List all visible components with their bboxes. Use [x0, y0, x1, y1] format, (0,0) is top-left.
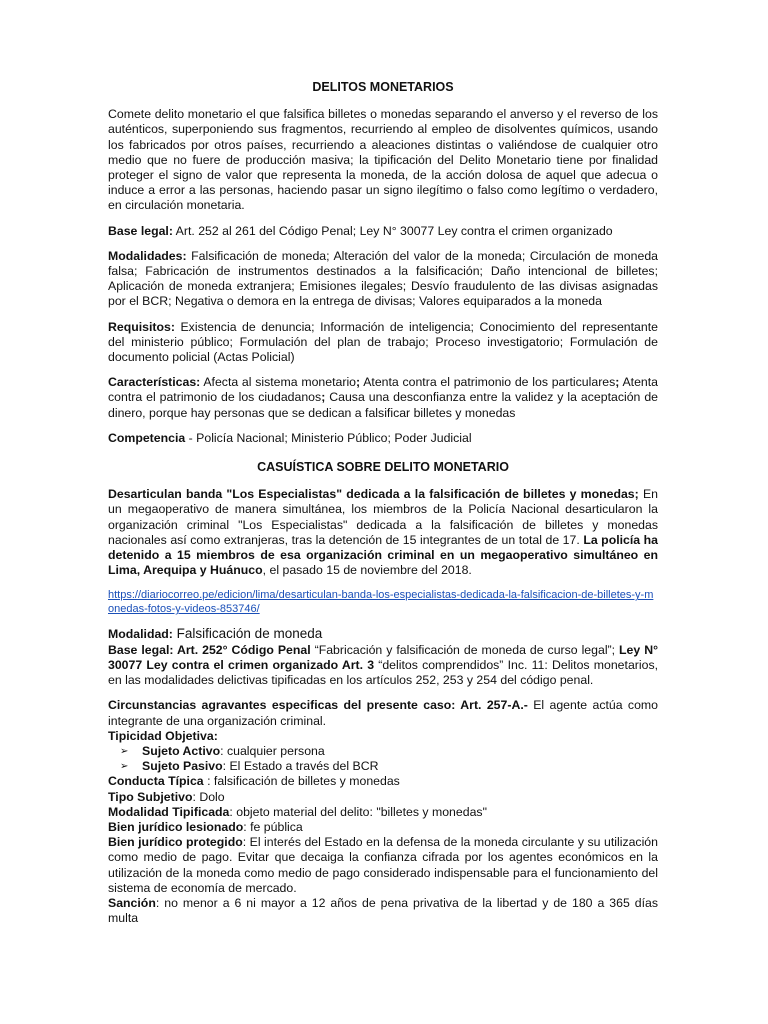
- bien-protegido-paragraph: [108, 835, 658, 896]
- tipo-subjetivo-line: [108, 790, 658, 805]
- sancion-text: : no menor a 6 ni mayor a 12 años de pena privativa de la libertad y de 180 a 365 días multa: [108, 895, 658, 926]
- base-legal-2-text-2: “delitos comprendidos” Inc. 11: Delitos monetarios, en las modalidades delictivas tipificadas en los artículos 252, 253 y 254 del código penal.: [108, 657, 659, 688]
- modalidad-tipificada-line: [108, 805, 658, 820]
- conducta-line: [108, 774, 658, 789]
- requisitos-text: Existencia de denuncia; Información de inteligencia; Conocimiento del representante del ministerio público; Formulación del plan de trabajo; Proceso investigatorio; Formulación de documento policial (Actas Policial): [108, 319, 658, 365]
- tipo-subjetivo-label: Tipo Subjetivo: [108, 789, 193, 804]
- modalidades-paragraph: [108, 249, 658, 310]
- base-legal-2-label: Base legal: Art. 252° Código Penal: [108, 642, 311, 657]
- case-source-link[interactable]: https://diariocorreo.pe/edicion/lima/desarticulan-banda-los-especialistas-dedicada-la-falsificacion-de-billetes-y-monedas-fotos-y-videos-853746/: [108, 589, 654, 616]
- semicolon: ;: [356, 375, 361, 390]
- caracteristicas-item-1: Afecta al sistema monetario: [200, 375, 357, 390]
- requisitos-paragraph: [108, 320, 658, 366]
- modalidad-value: Falsificación de moneda: [172, 626, 323, 642]
- competencia-label: Competencia: [108, 430, 186, 445]
- circunstancias-label: Circunstancias agravantes especificas del presente caso: Art. 257-A.-: [108, 698, 528, 713]
- caracteristicas-item-3: Atenta contra el patrimonio de los ciudadanos: [108, 375, 658, 405]
- base-legal-2-law: Ley N° 30077 Ley contra el crimen organizado Art. 3: [108, 642, 658, 672]
- modalidad-tipificada-text: : objeto material del delito: "billetes y monedas": [229, 804, 487, 819]
- bien-protegido-label: Bien jurídico protegido: [108, 835, 243, 850]
- sujeto-pasivo-line: [142, 759, 378, 774]
- sujeto-activo-label: Sujeto Activo: [142, 743, 221, 758]
- modalidades-label: Modalidades:: [108, 248, 187, 263]
- base-legal-paragraph: [108, 224, 658, 239]
- sujeto-pasivo-label: Sujeto Pasivo: [142, 759, 223, 774]
- caracteristicas-paragraph: [108, 375, 658, 421]
- bien-lesionado-text: : fe pública: [243, 819, 303, 834]
- document-title: DELITOS MONETARIOS: [312, 80, 454, 94]
- base-legal-2-text-1: “Fabricación y falsificación de moneda de curso legal”;: [310, 642, 620, 657]
- circunstancias-paragraph: [108, 698, 658, 728]
- modalidad-label: Modalidad:: [108, 627, 173, 642]
- semicolon: ;: [615, 375, 620, 390]
- caracteristicas-item-2: Atenta contra el patrimonio de los particulares: [360, 375, 616, 390]
- base-legal-2-paragraph: [108, 643, 658, 689]
- conducta-text: : falsificación de billetes y monedas: [203, 774, 400, 789]
- bien-lesionado-label: Bien jurídico lesionado: [108, 819, 244, 834]
- sujeto-pasivo-text: : El Estado a través del BCR: [222, 759, 379, 774]
- conducta-label: Conducta Típica: [108, 774, 204, 789]
- modalidad-line: [108, 626, 658, 642]
- sujeto-activo-text: : cualquier persona: [220, 743, 325, 758]
- caracteristicas-item-4: Causa una desconfianza entre la validez y la aceptación de dinero, porque hay personas que se dedican a falsificar billetes y monedas: [108, 390, 659, 420]
- intro-paragraph: Comete delito monetario el que falsifica billetes o monedas separando el anverso y el reverso de los auténticos, superponiendo sus fragmentos, recurriendo al empleo de disolventes químicos, usando los fabricados por otros países, recurriendo a aleaciones distintas o valiéndose de cualquier otro medio que no fuere de producción masiva; la tipificación del Delito Monetario tiene por finalidad proteger el signo de valor que representa la moneda, de la acción dolosa de aquel que adecua o induce a error a las personas, haciendo pasar un signo ilegítimo o falso como legítimo o verdadero, en circulación monetaria.: [108, 107, 658, 213]
- bien-protegido-text: : El interés del Estado en la defensa de la moneda circulante y su utilización como medio de pago. Evitar que decaiga la confianza cifrada por los agentes económicos en la utilización de la moneda como medio de pago considerado indispensable para el funcionamiento del sistema de economía de mercado.: [108, 835, 658, 895]
- case-highlight: La policía ha detenido a 15 miembros de esa organización criminal en un megaoperativo simultáneo en Lima, Arequipa y Huánuco: [108, 532, 659, 578]
- sujeto-activo-line: [142, 744, 325, 759]
- tipicidad-block: [108, 698, 658, 926]
- sujetos-list: [108, 744, 658, 774]
- circunstancias-text: El agente actúa como integrante de una organización criminal.: [108, 698, 658, 728]
- requisitos-label: Requisitos:: [108, 319, 175, 334]
- case-headline: Desarticulan banda "Los Especialistas" dedicada a la falsificación de billetes y monedas;: [108, 487, 639, 502]
- base-legal-label: Base legal:: [108, 223, 173, 238]
- case-text-1: En un megaoperativo de manera simultánea, los miembros de la Policía Nacional desarticularon la organización criminal "Los Especialistas" dedicada a la falsificación de billetes y monedas nacionales así como extranjeras, tras la detención de 15 integrantes de un total de 17.: [108, 487, 658, 547]
- case-analysis: [108, 626, 658, 688]
- case-text-2: , el pasado 15 de noviembre del 2018.: [262, 563, 472, 578]
- case-paragraph: [108, 487, 658, 578]
- competencia-text: - Policía Nacional; Ministerio Público; Poder Judicial: [185, 430, 472, 445]
- arrow-bullet-icon: ➢: [120, 745, 129, 757]
- case-section-title: CASUÍSTICA SOBRE DELITO MONETARIO: [257, 460, 509, 475]
- arrow-bullet-icon: ➢: [120, 761, 129, 773]
- sancion-label: Sanción: [108, 895, 156, 910]
- caracteristicas-label: Características:: [108, 375, 201, 390]
- list-item: [120, 744, 658, 759]
- modalidades-text: Falsificación de moneda; Alteración del valor de la moneda; Circulación de moneda falsa; Fabricación de instrumentos destinados a la falsificación; Daño intencional de billetes; Aplicación de moneda extranjera; Emisiones ilegales; Desvío fraudulento de las divisas asignadas por el BCR; Negativa o demora en la entrega de divisas; Valores equiparados a la moneda: [108, 248, 658, 309]
- sancion-line: [108, 896, 658, 926]
- list-item: [120, 759, 658, 774]
- tipicidad-label: Tipicidad Objetiva:: [108, 728, 218, 743]
- competencia-paragraph: [108, 431, 658, 446]
- modalidad-tipificada-label: Modalidad Tipificada: [108, 804, 230, 819]
- tipicidad-heading: [108, 729, 658, 744]
- tipo-subjetivo-text: : Dolo: [192, 789, 225, 804]
- bien-lesionado-line: [108, 820, 658, 835]
- base-legal-text: Art. 252 al 261 del Código Penal; Ley N° 30077 Ley contra el crimen organizado: [172, 223, 613, 238]
- semicolon: ;: [321, 390, 326, 405]
